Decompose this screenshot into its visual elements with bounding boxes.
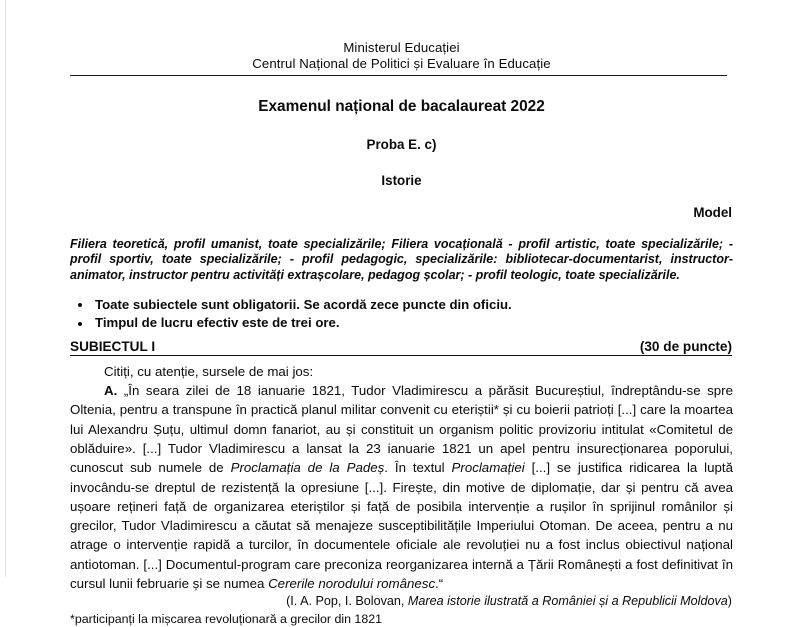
source-text-part4: .“ [435,576,444,592]
subiect-body [70,362,733,594]
source-text-part1: „În seara zilei de 18 ianuarie 1821, Tudor Vladimirescu a părăsit Bucureștiul, îndreptându-se spre Oltenia, pentru a transpune în practică planul militar convenit cu eteriștii* și cu boierii patrioți [...] care la moartea lui Alexandru Șuțu, ultimul domn fanariot, au și constituit un organism politic provizoriu intitulat «Comitetul de oblăduire». [...] Tudor Vladimirescu a lansat la 23 ianuarie 1821 un apel pentru insurecționarea poporului, cunoscut sub numele de [70,383,733,476]
institution-header [70,0,733,71]
header-divider [70,75,727,76]
source-text-part2: . În textul [384,460,452,476]
exam-variant: Model [693,205,732,221]
rule-text: Toate subiectele sunt obligatorii. Se acordă zece puncte din oficiu. [95,296,512,312]
exam-rules-list [70,296,733,333]
source-label: A. [104,383,118,399]
source-text-part3: [...] se justifica ridicarea la luptă invocându-se dreptul de rezistență la opresiune [...]. Firește, din motive de diplomație, dar și pentru că avea ușoare rețineri față de organizarea eteriștilor și față de posibila intervenție a rușilor în sprijinul românilor și grecilor, Tudor Vladimirescu a căutat să menajeze susceptibilitățile Imperiului Otoman. De aceea, pentru a nu atrage o intervenție rapidă a turcilor, în documentele oficiale ale revoluției nu a fost inclus obiectivul național antiotoman. [...] Documentul-program care preconiza reorganizarea internă a Țării Românești a fost definitivat în cursul lunii februarie și se numea [70,460,734,592]
page-edge-line [5,0,6,577]
source-title-cererile: Cererile norodului românesc [268,576,436,592]
source-title-proclamatiei: Proclamației [451,460,525,476]
list-item [70,296,733,315]
bullet-icon [78,322,82,326]
list-item [70,314,733,333]
subiect-heading [70,339,732,356]
filiera-paragraph: Filiera teoretică, profil umanist, toate specializările; Filiera vocațională - profil artistic, toate specializările; - profil sportiv, toate specializările; - profil pedagogic, specializările: bibliotecar-documentarist, instructor-animator, instructor pentru activități extrașcolare, pedagog școlar; - profil teologic, toate specializările. [70,237,733,282]
subiect-points: (30 de puncte) [639,338,732,354]
page-content [70,0,733,627]
attribution-suffix: ) [727,594,732,609]
source-attribution [70,593,733,610]
attribution-authors: (I. A. Pop, I. Bolovan, [286,594,408,609]
source-title-padesh: Proclamația de la Padeș [230,460,385,476]
rule-text: Timpul de lucru efectiv este de trei ore. [95,315,340,331]
center-line: Centrul Național de Politici și Evaluare în Educație [252,55,551,71]
attribution-work-title: Marea istorie ilustrată a României și a Republicii Moldova [407,594,728,609]
instruction-line: Citiți, cu atenție, sursele de mai jos: [104,363,314,379]
ministry-line: Ministerul Educației [343,40,460,55]
bullet-icon [78,303,82,307]
exam-subject: Istorie [381,173,422,189]
footnote-text: *participanți la mișcarea revoluționară a grecilor din 1821 [70,612,382,627]
source-a-paragraph [70,381,733,593]
subiect-label: SUBIECTUL I [70,338,156,354]
exam-title: Examenul național de bacalaureat 2022 [258,98,545,116]
exam-proba: Proba E. c) [366,137,437,153]
